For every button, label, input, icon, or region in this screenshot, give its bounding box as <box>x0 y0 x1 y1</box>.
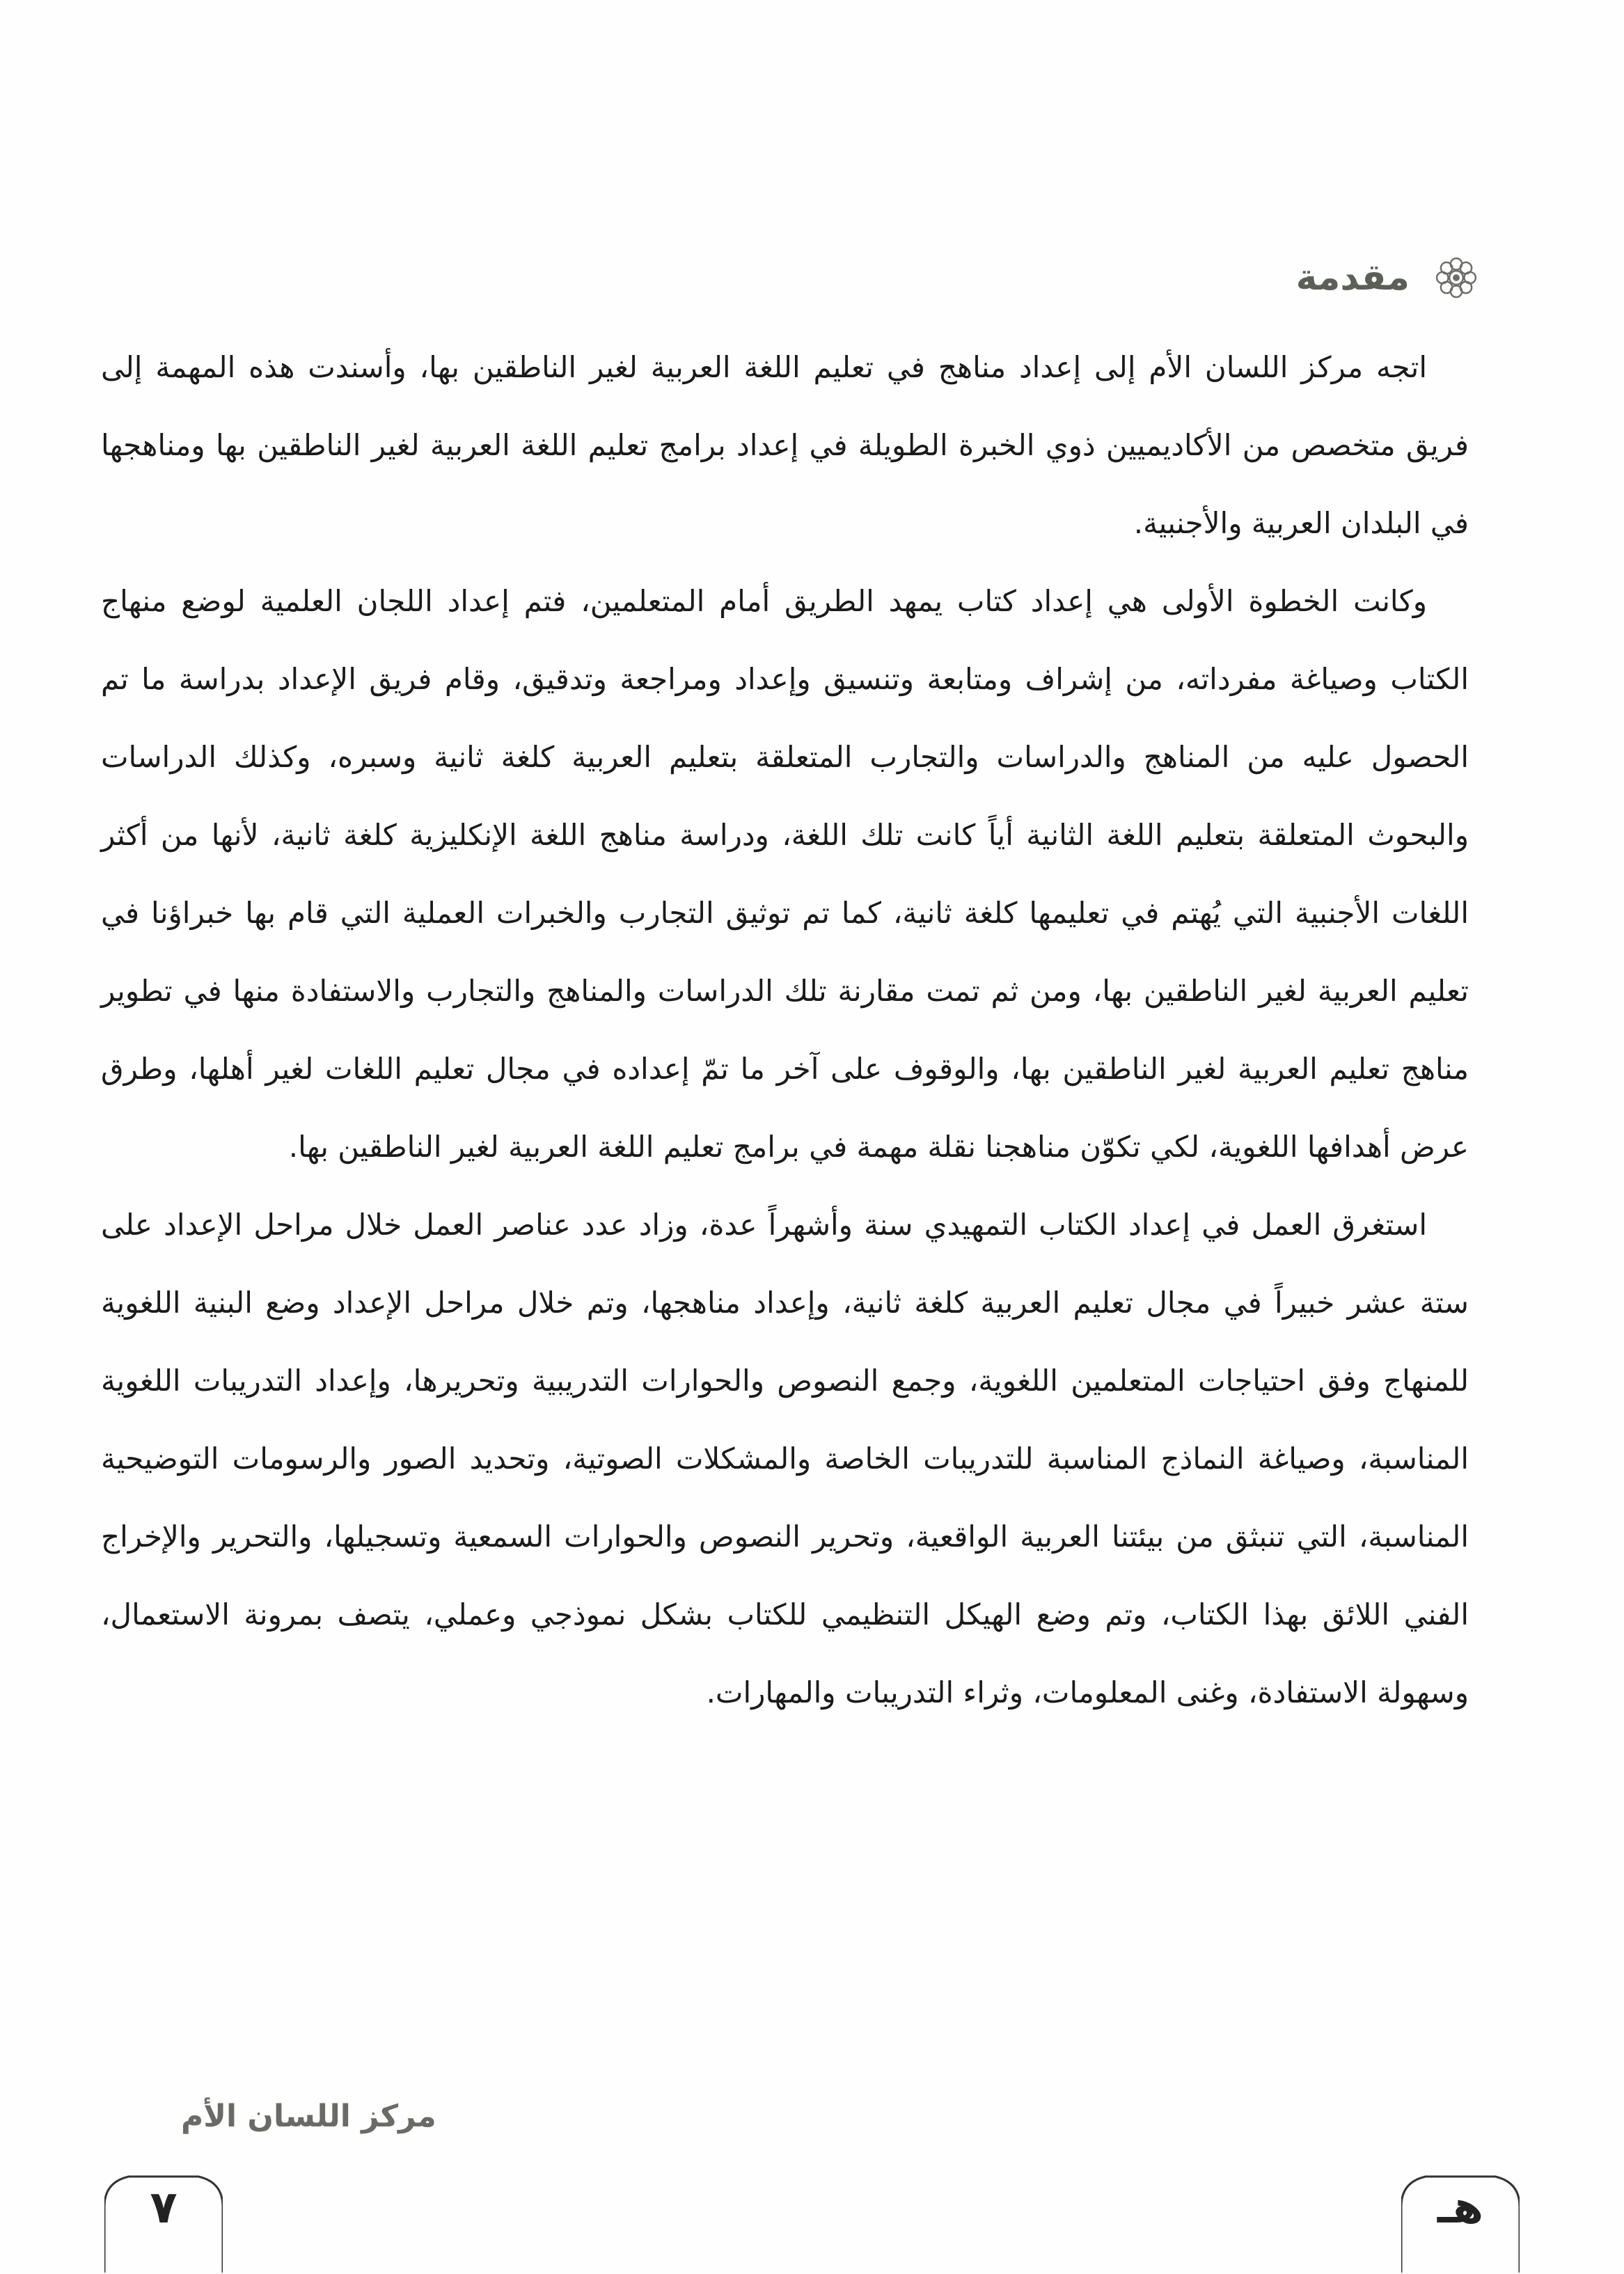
page-number-tab-right <box>1401 2168 1520 2273</box>
page-number-tab-left <box>104 2168 223 2273</box>
section-heading <box>1296 249 1485 306</box>
flower-rosette-icon <box>1428 249 1485 306</box>
page-title: مقدمة <box>1295 257 1410 299</box>
body-text <box>101 329 1469 1732</box>
paragraph-2: وكانت الخطوة الأولى هي إعداد كتاب يمهد الطريق أمام المتعلمين، فتم إعداد اللجان العلمية لوضع منهاج الكتاب وصياغة مفرداته، من إشراف ومتابعة وتنسيق وإعداد ومراجعة وتدقيق، وقام فريق الإعداد بدراسة ما تم الحصول عليه من المناهج والدراسات والتجارب المتعلقة بتعليم العربية كلغة ثانية وسبره، وكذلك الدراسات والبحوث المتعلقة بتعليم اللغة الثانية أياً كانت تلك اللغة، ودراسة مناهج اللغة الإنكليزية كلغة ثانية، لأنها من أكثر اللغات الأجنبية التي يُهتم في تعليمها كلغة ثانية، كما تم توثيق التجارب والخبرات العملية التي قام بها خبراؤنا في تعليم العربية لغير الناطقين بها، ومن ثم تمت مقارنة تلك الدراسات والمناهج والتجارب والاستفادة منها في تطوير مناهج تعليم العربية لغير الناطقين بها، والوقوف على آخر ما تمّ إعداده في مجال تعليم اللغات لغير أهلها، وطرق عرض أهدافها اللغوية، لكي تكوّن مناهجنا نقلة مهمة في برامج تعليم اللغة العربية لغير الناطقين بها. <box>101 584 1469 1164</box>
signature: مركز اللسان الأم <box>181 2099 436 2134</box>
page-number-right: هـ <box>1437 2182 1484 2234</box>
page-number-left: ٧ <box>150 2182 178 2234</box>
paragraph-3: استغرق العمل في إعداد الكتاب التمهيدي سنة وأشهراً عدة، وزاد عدد عناصر العمل خلال مراحل الإعداد على ستة عشر خبيراً في مجال تعليم العربية كلغة ثانية، وإعداد مناهجها، وتم خلال مراحل الإعداد وضع البنية اللغوية للمنهاج وفق احتياجات المتعلمين اللغوية، وجمع النصوص والحوارات التدريبية وتحريرها، وإعداد التدريبات اللغوية المناسبة، وصياغة النماذج المناسبة للتدريبات الخاصة والمشكلات الصوتية، وتحديد الصور والرسومات التوضيحية المناسبة، التي تنبثق من بيئتنا العربية الواقعية، وتحرير النصوص والحوارات السمعية وتسجيلها، والتحرير والإخراج الفني اللائق بهذا الكتاب، وتم وضع الهيكل التنظيمي للكتاب بشكل نموذجي وعملي، يتصف بمرونة الاستعمال، وسهولة الاستفادة، وغنى المعلومات، وثراء التدريبات والمهارات. <box>101 1208 1469 1710</box>
paragraph-1: اتجه مركز اللسان الأم إلى إعداد مناهج في تعليم اللغة العربية لغير الناطقين بها، وأسندت هذه المهمة إلى فريق متخصص من الأكاديميين ذوي الخبرة الطويلة في إعداد برامج تعليم اللغة العربية لغير الناطقين بها ومناهجها في البلدان العربية والأجنبية. <box>101 350 1469 540</box>
